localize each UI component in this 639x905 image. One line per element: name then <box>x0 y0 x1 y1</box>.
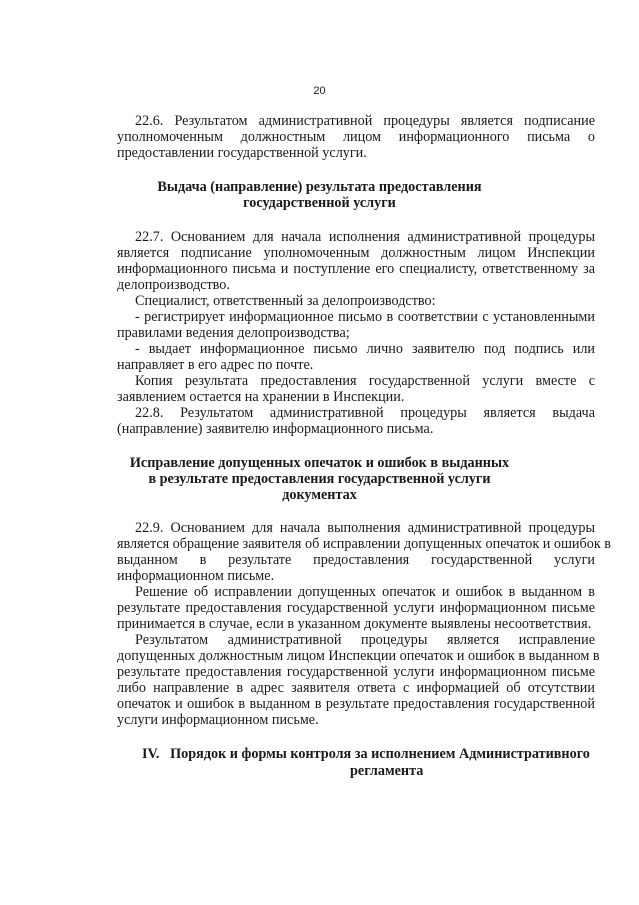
result-line-2: допущенных должностным лицом Инспекции опечаток и ошибок в выданном в <box>117 648 600 664</box>
item1-line-1: - регистрирует информационное письмо в соответствии с установленными <box>135 309 595 325</box>
p227-line-1: 22.7. Основанием для начала исполнения административной процедуры <box>135 229 595 245</box>
p229-line-4: информационном письме. <box>117 568 275 584</box>
p226-line-1: 22.6. Результатом административной процедуры является подписание <box>135 113 595 129</box>
item1-line-2: правилами ведения делопроизводства; <box>117 325 350 341</box>
p226-line-2: уполномоченным должностным лицом информационного письма о <box>117 129 595 145</box>
p227-line-2: является подписание уполномоченным должностным лицом Инспекции <box>117 245 595 261</box>
result-line-3: результате предоставления государственной услуги информационном письме <box>117 664 595 680</box>
p227-line-4: делопроизводство. <box>117 277 230 293</box>
p229-line-2: является обращение заявителя об исправлении допущенных опечаток и ошибок в <box>117 536 611 552</box>
result-line-4: либо направление в адрес заявителя ответа с информацией об отсутствии <box>117 680 595 696</box>
heading-issuance-line-1: Выдача (направление) результата предоставления <box>157 179 482 195</box>
copy-line-2: заявлением остается на хранении в Инспекции. <box>117 389 405 405</box>
p228-line-1: 22.8. Результатом административной процедуры является выдача <box>135 405 595 421</box>
section-iv-line-1: IV. Порядок и формы контроля за исполнением Административного <box>142 746 590 762</box>
decision-line-2: результате предоставления государственной услуги информационном письме <box>117 600 595 616</box>
decision-line-3: принимается в случае, если в указанном документе выявлены несоответствия. <box>117 616 592 632</box>
p226-line-3: предоставлении государственной услуги. <box>117 145 367 161</box>
result-line-6: услуги информационном письме. <box>117 712 319 728</box>
copy-line-1: Копия результата предоставления государственной услуги вместе с <box>135 373 595 389</box>
item2-line-2: направляет в его адрес по почте. <box>117 357 314 373</box>
decision-line-1: Решение об исправлении допущенных опечаток и ошибок в выданном в <box>135 584 595 600</box>
page-number: 20 <box>313 85 326 97</box>
heading-corrections-line-3: документах <box>282 487 357 503</box>
p228-line-2: (направление) заявителю информационного письма. <box>117 421 434 437</box>
item2-line-1: - выдает информационное письмо лично заявителю под подпись или <box>135 341 595 357</box>
result-line-5: опечаток и ошибок в выданном в результате предоставления государственной <box>117 696 595 712</box>
p227-line-3: информационного письма и поступление его специалисту, ответственному за <box>117 261 595 277</box>
p229-line-1: 22.9. Основанием для начала выполнения административной процедуры <box>135 520 595 536</box>
heading-corrections-line-2: в результате предоставления государственной услуги <box>148 471 491 487</box>
result-line-1: Результатом административной процедуры является исправление <box>135 632 595 648</box>
heading-issuance-line-2: государственной услуги <box>243 195 396 211</box>
specialist-line: Специалист, ответственный за делопроизводство: <box>135 293 436 309</box>
p229-line-3: выданном в результате предоставления государственной услуги <box>117 552 595 568</box>
section-iv-line-2: регламента <box>350 763 424 779</box>
heading-corrections-line-1: Исправление допущенных опечаток и ошибок в выданных <box>129 455 510 471</box>
